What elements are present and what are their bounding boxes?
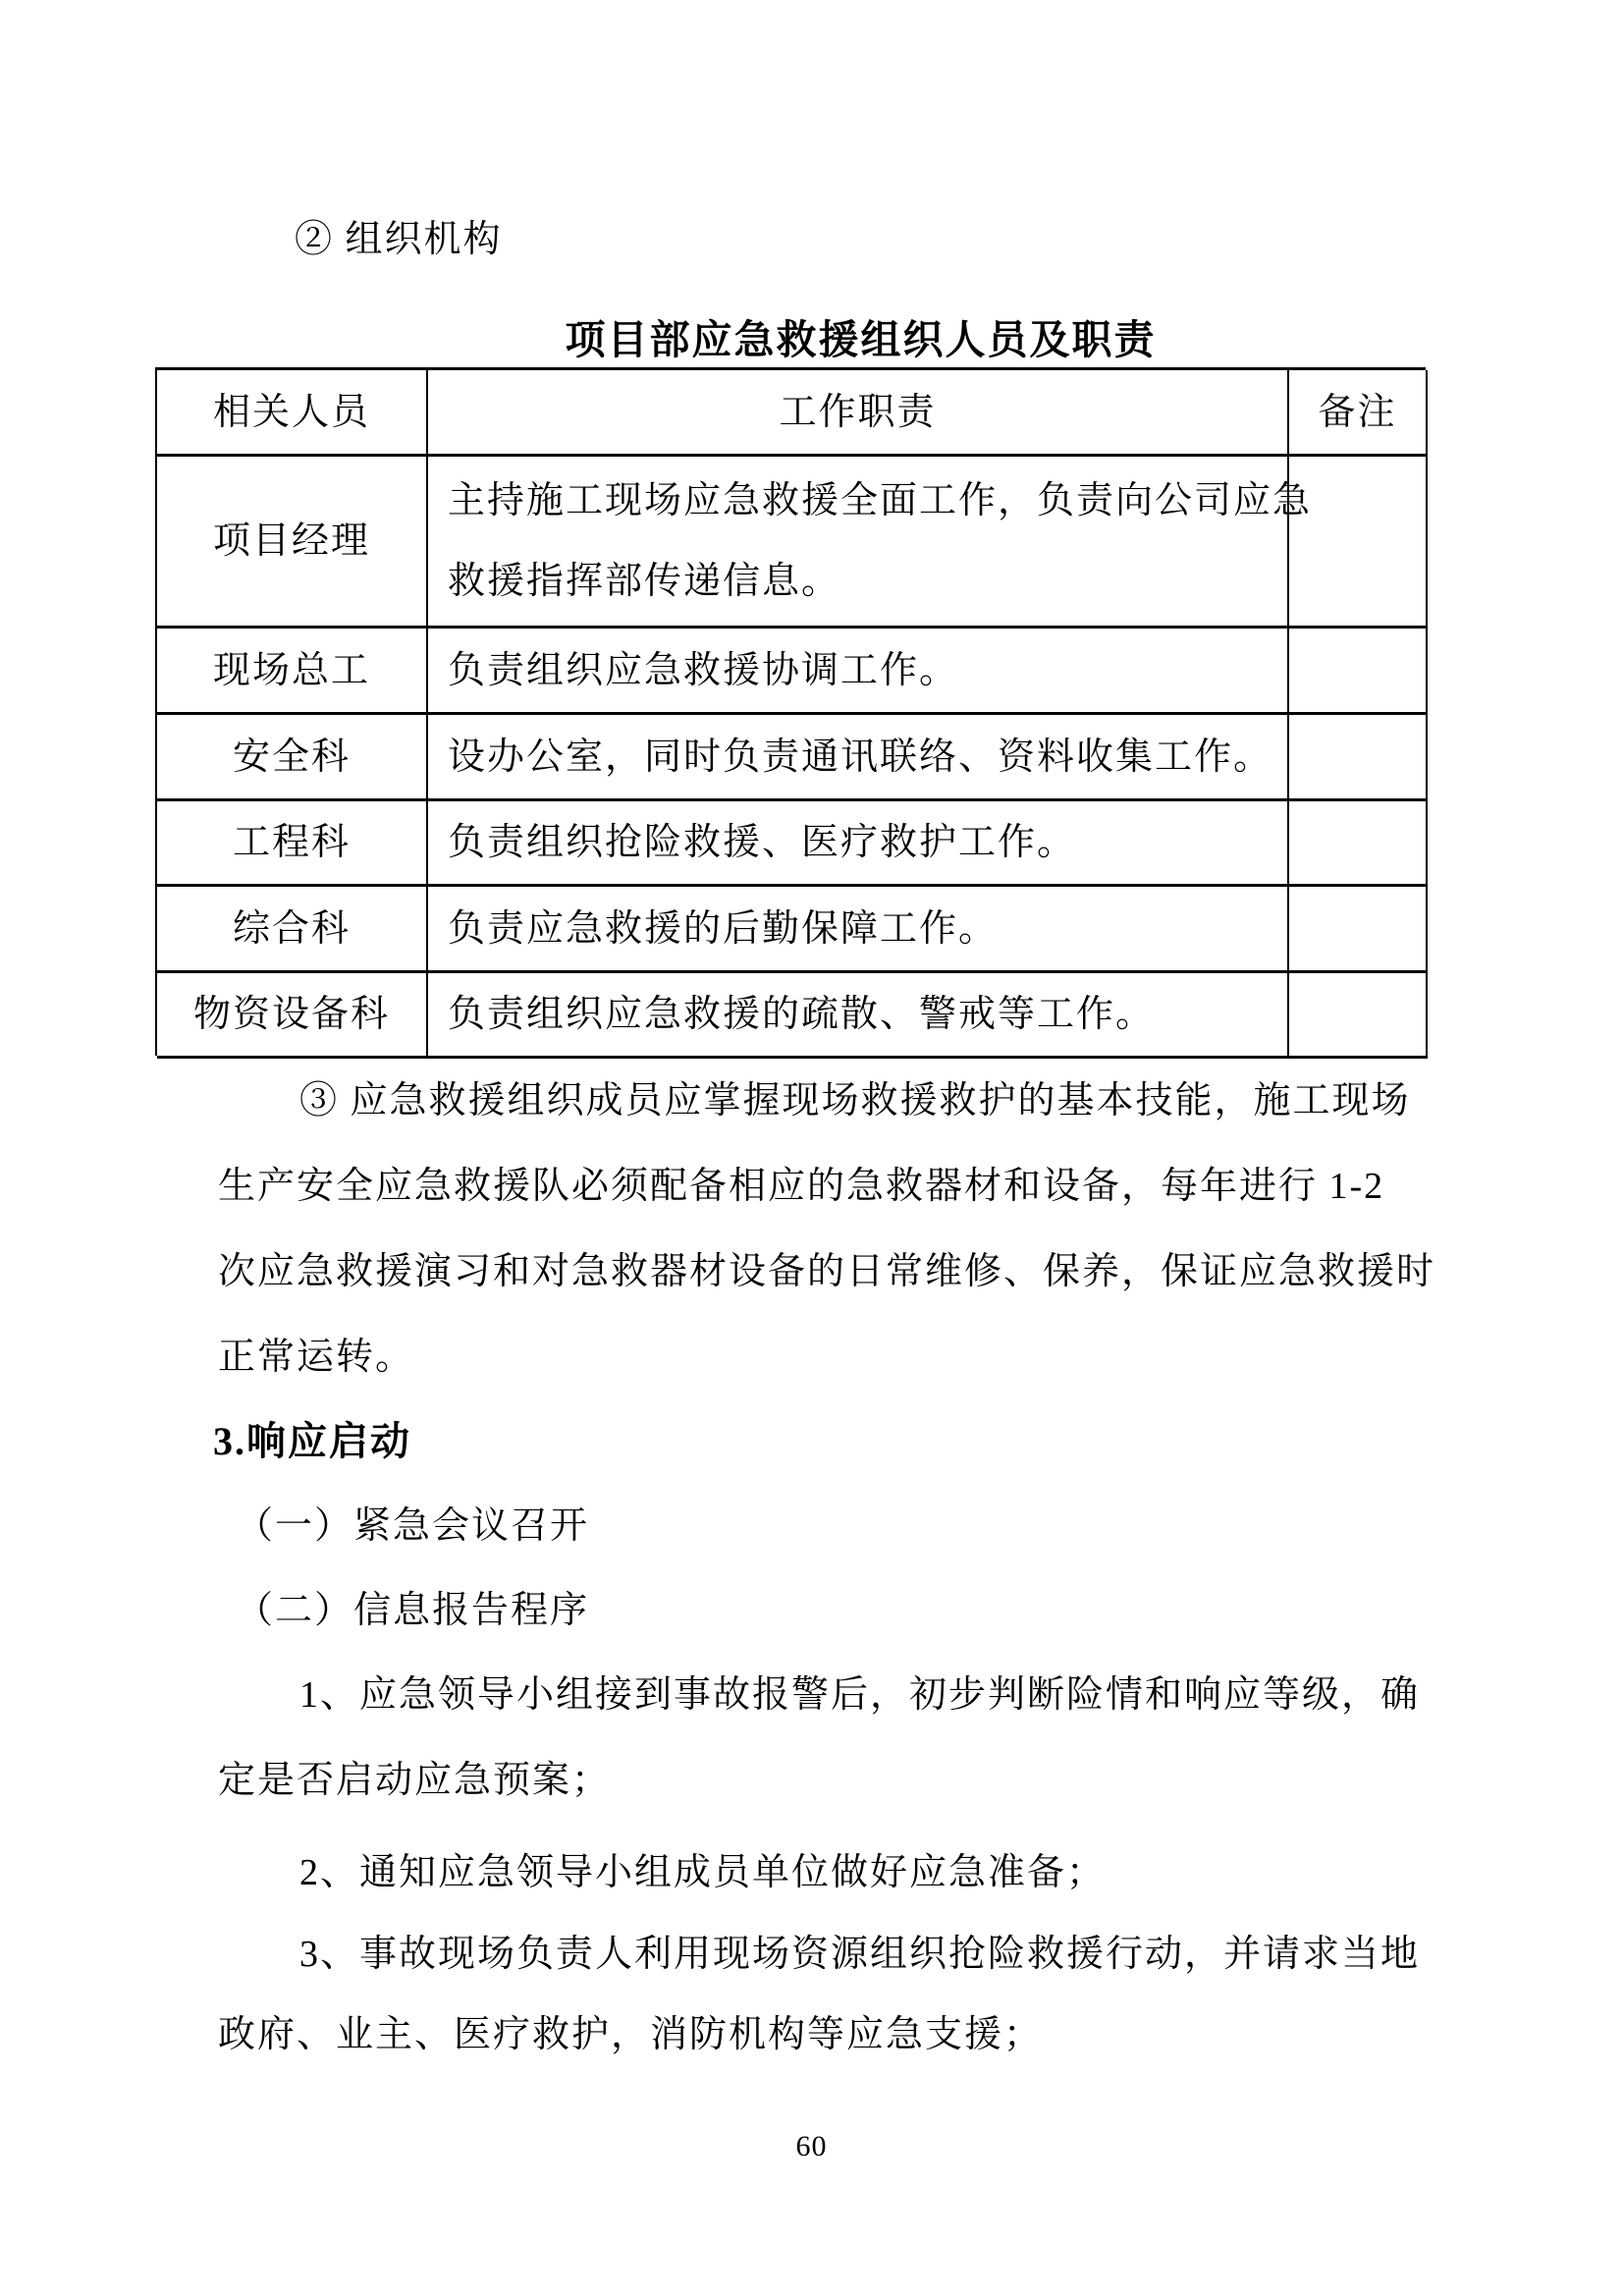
table-cell-note [1289, 457, 1428, 629]
paragraph-line: 政府、业主、医疗救护，消防机构等应急支援； [218, 2014, 1044, 2055]
table-header-note: 备注 [1289, 370, 1428, 457]
paragraph-line: 1、应急领导小组接到事故报警后，初步判断险情和响应等级，确 [299, 1674, 1421, 1716]
paragraph-line: 生产安全应急救援队必须配备相应的急救器材和设备，每年进行 1-2 [218, 1166, 1385, 1207]
table-cell-duty [428, 457, 1313, 629]
duty-line: 救援指挥部传递信息。 [448, 561, 841, 602]
table-cell-person: 现场总工 [157, 629, 428, 715]
duty-line: 设办公室，同时负责通讯联络、资料收集工作。 [448, 736, 1273, 778]
table-cell-duty [428, 973, 1289, 1059]
duty-table [155, 367, 1426, 1056]
paragraph-line: 次应急救援演习和对急救器材设备的日常维修、保养，保证应急救援时 [218, 1251, 1436, 1292]
table-cell-person: 综合科 [157, 887, 428, 973]
table-cell-duty [428, 629, 1289, 715]
table-cell-person: 安全科 [157, 715, 428, 801]
paragraph-line: 定是否启动应急预案； [218, 1760, 612, 1801]
paragraph-line: 2、通知应急领导小组成员单位做好应急准备； [299, 1852, 1107, 1893]
table-cell-note [1289, 801, 1428, 887]
section-heading: 3.响应启动 [213, 1419, 411, 1463]
table-cell-note [1289, 629, 1428, 715]
table-cell-duty [428, 801, 1289, 887]
sub-item: （二）信息报告程序 [236, 1590, 590, 1631]
table-header-duty: 工作职责 [428, 370, 1289, 457]
sub-item: （一）紧急会议召开 [236, 1505, 590, 1547]
table-cell-person: 工程科 [157, 801, 428, 887]
table-cell-note [1289, 887, 1428, 973]
table-cell-person: 物资设备科 [157, 973, 428, 1059]
table-cell-note [1289, 715, 1428, 801]
duty-line: 负责组织应急救援协调工作。 [448, 649, 959, 691]
duty-line: 负责组织抢险救援、医疗救护工作。 [448, 822, 1077, 863]
paragraph-line: 正常运转。 [218, 1337, 415, 1378]
duty-line: 负责应急救援的后勤保障工作。 [448, 907, 999, 950]
paragraph-line: ③ 应急救援组织成员应掌握现场救援救护的基本技能，施工现场 [299, 1080, 1411, 1121]
list-item-heading-2: ② 组织机构 [295, 219, 503, 260]
table-cell-note [1289, 973, 1428, 1059]
page-number: 60 [795, 2130, 828, 2162]
table-cell-duty [428, 887, 1289, 973]
table-cell-person: 项目经理 [157, 457, 428, 629]
table-header-person: 相关人员 [157, 370, 428, 457]
duty-line: 负责组织应急救援的疏散、警戒等工作。 [448, 994, 1156, 1035]
paragraph-line: 3、事故现场负责人利用现场资源组织抢险救援行动，并请求当地 [299, 1934, 1421, 1975]
table-title: 项目部应急救援组织人员及职责 [565, 317, 1157, 362]
table-cell-duty [428, 715, 1289, 801]
duty-line: 主持施工现场应急救援全面工作，负责向公司应急 [448, 480, 1313, 521]
